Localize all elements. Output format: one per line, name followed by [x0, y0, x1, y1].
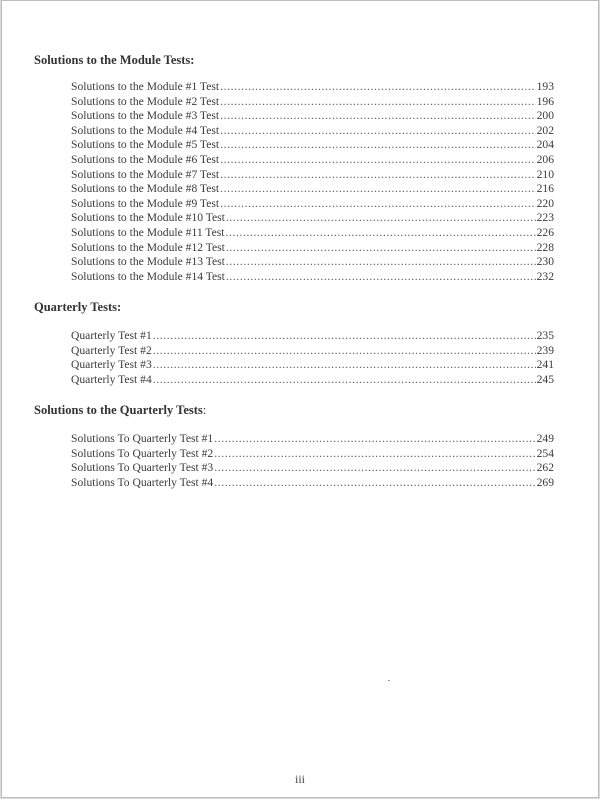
dot-leader	[214, 432, 535, 447]
toc-entry-title: Solutions to the Module #11 Test	[71, 225, 225, 239]
toc-entry-title: Solutions To Quarterly Test #1	[71, 432, 214, 445]
dot-leader	[220, 197, 536, 212]
section-heading	[34, 403, 206, 418]
toc-entry-title: Solutions to the Module #8 Test	[71, 182, 220, 196]
toc-entry-title: Solutions to the Module #13 Test	[71, 255, 225, 269]
toc-entry-title: Solutions to the Module #3 Test	[71, 109, 220, 123]
dot-leader	[220, 182, 536, 197]
dot-leader	[153, 344, 536, 359]
toc-entry-page: 220	[536, 196, 554, 210]
dot-leader	[220, 109, 536, 124]
toc-entry-title: Solutions to the Module #10 Test	[71, 211, 225, 225]
document-page	[2, 1, 598, 797]
toc-entry-page: 193	[536, 80, 554, 93]
dot-leader	[226, 270, 536, 285]
dot-leader	[220, 124, 536, 139]
dot-leader	[226, 255, 536, 270]
toc-entry-page: 202	[536, 123, 554, 137]
toc-entry[interactable]	[71, 124, 554, 139]
dot-leader	[226, 241, 536, 256]
toc-entry[interactable]	[71, 329, 554, 344]
toc-entry-page: 249	[536, 432, 554, 445]
toc-entry[interactable]	[71, 226, 554, 241]
toc-list	[71, 432, 554, 490]
toc-entry-page: 269	[536, 475, 554, 489]
toc-entry[interactable]	[71, 373, 554, 388]
toc-entry[interactable]	[71, 197, 554, 212]
toc-entry-page: 226	[536, 225, 554, 239]
toc-entry[interactable]	[71, 80, 554, 95]
dot-leader	[225, 226, 535, 241]
dot-leader	[220, 153, 536, 168]
toc-entry-title: Solutions To Quarterly Test #4	[71, 475, 214, 489]
dot-leader	[214, 461, 535, 476]
toc-entry-title: Solutions to the Module #9 Test	[71, 196, 220, 210]
toc-entry-page: 206	[536, 152, 554, 166]
toc-entry-title: Solutions to the Module #7 Test	[71, 167, 220, 181]
toc-entry-title: Quarterly Test #3	[71, 358, 152, 372]
toc-entry-title: Solutions to the Module #1 Test	[71, 80, 220, 93]
dot-leader	[214, 447, 535, 462]
toc-entry[interactable]	[71, 461, 554, 476]
toc-entry-page: 216	[536, 182, 554, 196]
toc-entry-page: 210	[536, 167, 554, 181]
section-heading-suffix: :	[202, 403, 207, 417]
toc-entry-title: Solutions To Quarterly Test #2	[71, 446, 214, 460]
toc-entry-page: 196	[536, 94, 554, 108]
toc-entry-page: 262	[536, 461, 554, 475]
toc-entry[interactable]	[71, 432, 554, 447]
page-number: iii	[294, 772, 305, 786]
toc-list	[71, 329, 554, 387]
toc-entry[interactable]	[71, 476, 554, 491]
dot-leader	[153, 329, 536, 344]
toc-entry-page: 230	[536, 255, 554, 269]
dot-leader	[220, 138, 536, 153]
toc-entry[interactable]	[71, 255, 554, 270]
dot-leader	[220, 95, 536, 110]
dot-leader	[153, 358, 536, 373]
dot-leader	[214, 476, 535, 491]
toc-entry[interactable]	[71, 447, 554, 462]
toc-entry-page: 235	[536, 329, 554, 342]
toc-entry[interactable]	[71, 109, 554, 124]
toc-entry-title: Solutions to the Module #6 Test	[71, 152, 220, 166]
toc-entry-page: 241	[536, 358, 554, 372]
dot-leader	[226, 211, 536, 226]
toc-entry-page: 232	[536, 269, 554, 283]
scan-speck	[388, 680, 390, 681]
toc-entry-title: Solutions to the Module #14 Test	[71, 269, 225, 283]
toc-entry-title: Quarterly Test #1	[71, 329, 152, 342]
section-heading-text: Solutions to the Quarterly Tests	[34, 403, 203, 417]
section-heading	[34, 53, 194, 68]
toc-entry[interactable]	[71, 168, 554, 183]
dot-leader	[220, 80, 536, 95]
toc-entry[interactable]	[71, 153, 554, 168]
toc-entry-page: 228	[536, 240, 554, 254]
section-heading-text: Quarterly Tests:	[34, 300, 122, 314]
toc-entry-page: 200	[536, 109, 554, 123]
dot-leader	[220, 168, 536, 183]
toc-entry-title: Solutions To Quarterly Test #3	[71, 461, 214, 475]
toc-entry[interactable]	[71, 211, 554, 226]
toc-entry[interactable]	[71, 270, 554, 285]
toc-entry-title: Solutions to the Module #4 Test	[71, 123, 220, 137]
toc-entry[interactable]	[71, 241, 554, 256]
section-heading-text: Solutions to the Module Tests:	[34, 53, 195, 67]
toc-entry-title: Quarterly Test #2	[71, 343, 152, 357]
toc-entry-page: 223	[536, 211, 554, 225]
toc-entry[interactable]	[71, 95, 554, 110]
toc-entry[interactable]	[71, 138, 554, 153]
toc-list	[71, 80, 554, 284]
toc-entry[interactable]	[71, 358, 554, 373]
toc-entry[interactable]	[71, 182, 554, 197]
section-heading	[34, 300, 121, 315]
toc-entry-page: 245	[536, 372, 554, 386]
toc-entry-title: Solutions to the Module #2 Test	[71, 94, 220, 108]
toc-entry-page: 239	[536, 343, 554, 357]
toc-entry-title: Quarterly Test #4	[71, 372, 152, 386]
toc-entry-page: 254	[536, 446, 554, 460]
toc-entry-title: Solutions to the Module #12 Test	[71, 240, 225, 254]
toc-entry-page: 204	[536, 138, 554, 152]
toc-entry[interactable]	[71, 344, 554, 359]
dot-leader	[153, 373, 536, 388]
toc-entry-title: Solutions to the Module #5 Test	[71, 138, 220, 152]
